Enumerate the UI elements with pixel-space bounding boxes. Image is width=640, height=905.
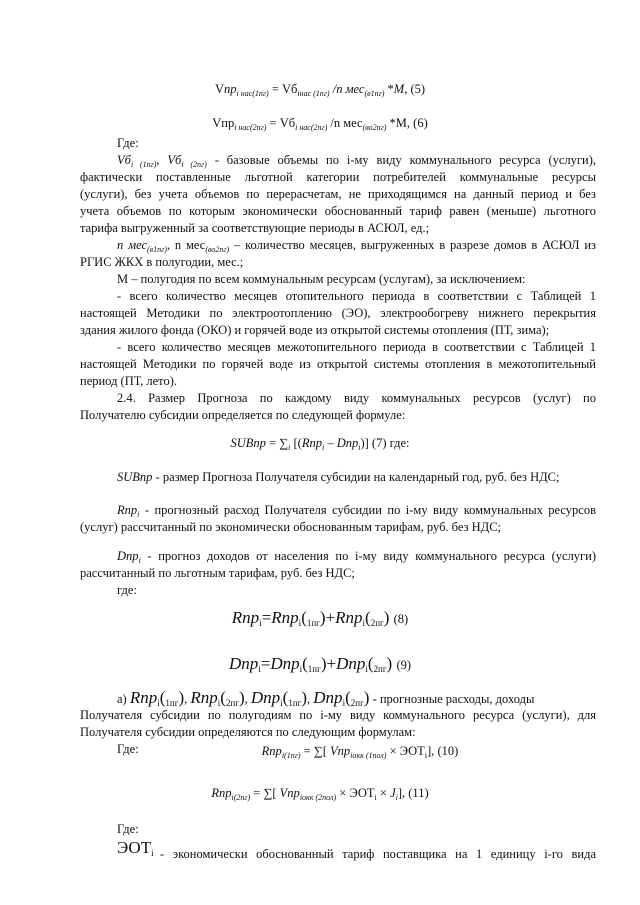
m-item2-line-3: период (ПТ, лето). — [80, 374, 177, 388]
subpr-definition: SUBпр - размер Прогноза Получателя субсидии на календарный год, руб. без НДС; — [117, 470, 560, 484]
vb-definition-line-1: $Vб_{i (1пг)}$, $Vб_{i (2пг)}$ - базовые объемы по i-му виду коммунального ресурса (услуги), — [117, 153, 597, 169]
eot-definition-line-1: - экономически обоснованный тариф поставщика на 1 единицу i-го вида — [160, 847, 596, 861]
nmes-definition-line-1: n мес$_{(в1пг)}$, n мес$_{(во2пг)}$ – количество месяцев, выгруженных в разрезе домов в АСЮЛ из — [117, 238, 596, 254]
dpr-definition-line-1: Dпр$_i$ - прогноз доходов от населения по i-му виду коммунального ресурса (услуги) — [117, 549, 596, 565]
formula-9: $Dпр_i=Dпр_i(_{1пг})+Dпр_i(_{2пг})$ (9) — [228, 654, 412, 674]
formula-8: $Rпр_i=Rпр_i(_{1пг})+Rпр_i(_{2пг})$ (8) — [231, 608, 409, 628]
section-2-4-line-1: 2.4. Размер Прогноза по каждому виду коммунальных ресурсов (услуг) по — [117, 391, 596, 405]
section-2-4-line-2: Получателю субсидии определяется по следующей формуле: — [80, 408, 406, 422]
rpr-definition-line-1: Rпр$_i$ - прогнозный расход Получателя субсидии по i-му виду коммунальных ресурсов — [117, 503, 596, 519]
where-label-3: Где: — [117, 742, 139, 756]
formula-6: $Vпр_{i нас(2пг)} = Vб_{i нас(2пг)}$ /n мес$_{(во2пг)}$ *М, (6) — [212, 116, 428, 132]
item-a-line-1: а) $Rпр_i(_{1пг})$, $Rпр_i(_{2пг})$, $Dпр_i(_{1пг})$, $Dпр_i(_{2пг})$ - прогнозные расходы, доходы — [117, 688, 535, 708]
item-a-line-3: Получателя субсидии определяются по следующим формулам: — [80, 725, 416, 739]
rpr-definition-line-2: (услуг) рассчитанный по экономически обоснованным тарифам, руб. без НДС; — [80, 520, 502, 534]
formula-11: Rпр$_{i(2пг)}$ = ∑[ $Vпр_{iокк (2пол)} \times ЭОТ_i \times J_i$], (11) — [211, 786, 429, 802]
m-item1-line-1: - всего количество месяцев отопительного периода в соответствии с Таблицей 1 — [117, 289, 596, 303]
m-item1-line-3: здания жилого фонда (ОКО) и горячей воде из открытой системы отопления (ПТ, зима); — [80, 323, 550, 337]
vb-definition-line-5: тарифа выгруженный за соответствующие периоды в АСЮЛ, ед.; — [80, 221, 430, 235]
eot-symbol: $ЭОТ_i$ — [117, 838, 154, 858]
m-item2-line-1: - всего количество месяцев межотопительного периода в соответствии с Таблицей 1 — [117, 340, 596, 354]
formula-5: $Vпр_{i нас(1пг)} = Vб_{iнас (1пг)}$ /n мес$_{(в1пг)}$ *М, (5) — [214, 82, 426, 98]
formula-10: Rпр$_{i(1пг)}$ = ∑[ $Vпр_{iокк (1пол)} \times ЭОТ_i$], (10) — [261, 744, 459, 760]
vb-definition-line-2: фактически поставленные льготной категории потребителей коммунальные ресурсы — [80, 170, 596, 184]
vb-definition-line-4: учета объемов по которым экономически обоснованный тариф равен (меньше) льготного — [80, 204, 596, 218]
dpr-definition-line-2: рассчитанный по льготным тарифам, руб. без НДС; — [80, 566, 355, 580]
where-label-2: где: — [117, 583, 137, 597]
item-a-line-2: Получателя субсидии по полугодиям по i-му виду коммунального ресурса (услуги), для — [80, 708, 596, 722]
m-definition: М – полугодия по всем коммунальным ресурсам (услугам), за исключением: — [117, 272, 526, 286]
vb-definition-line-3: (услуги), без учета объемов по перерасчетам, не приходящимся на данный период и без — [80, 187, 596, 201]
where-label: Где: — [117, 136, 139, 150]
where-label-4: Где: — [117, 822, 139, 836]
m-item1-line-2: настоящей Методики по электроотоплению (ЭО), электрообогреву нижнего перекрытия — [80, 306, 596, 320]
formula-7: SUBпр = $\sum_i$ [(Rпр$_i$ – Dпр$_i$)] (7) где: — [230, 436, 410, 452]
nmes-definition-line-2: РГИС ЖКХ в полугодии, мес.; — [80, 255, 244, 269]
m-item2-line-2: настоящей Методики по горячей воде из открытой системы отопления в межотопительный — [80, 357, 596, 371]
